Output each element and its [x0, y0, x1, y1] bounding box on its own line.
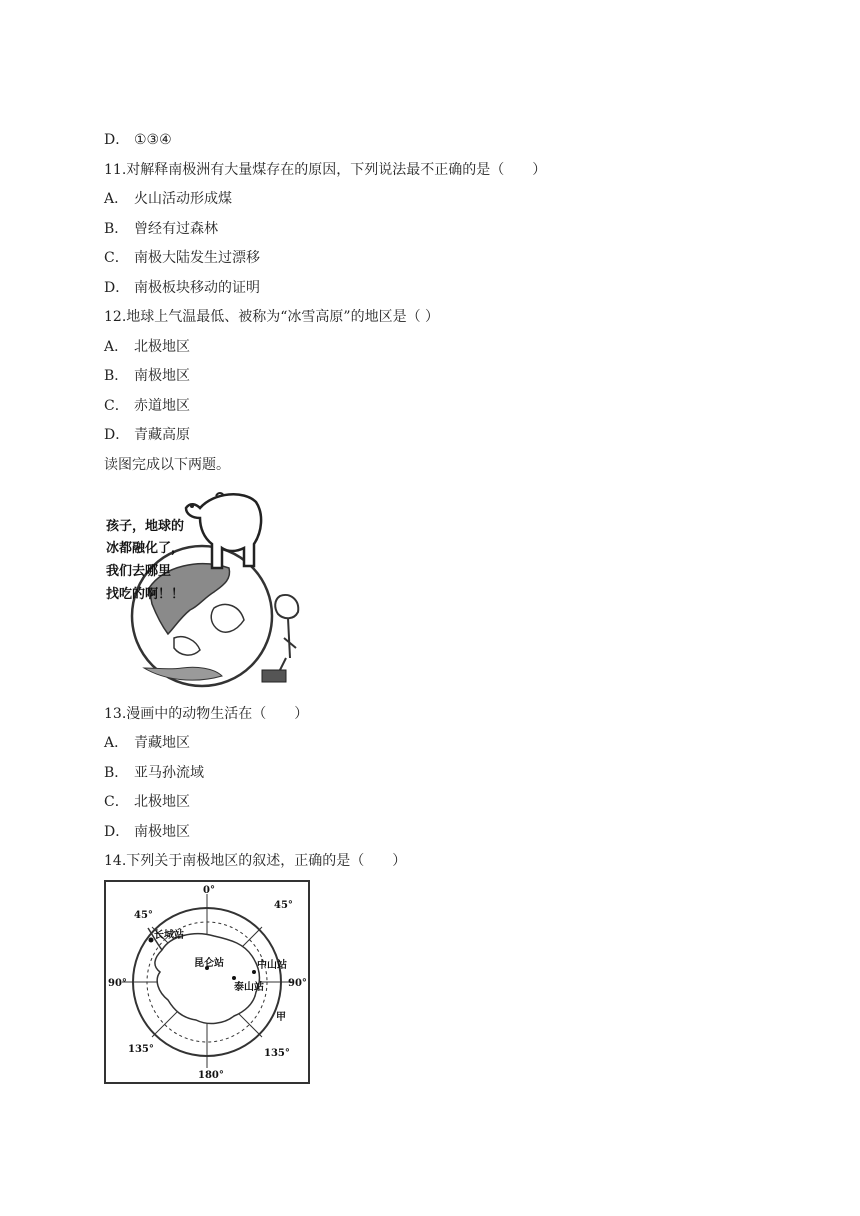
lon-label-135-left: 135°	[128, 1044, 154, 1055]
point-label-jia: 甲	[276, 1012, 286, 1023]
book-stack	[262, 670, 286, 682]
option-letter: B．	[104, 765, 129, 781]
option-letter: A．	[104, 191, 129, 207]
option-letter: D．	[104, 427, 130, 443]
option-letter: A．	[104, 735, 129, 751]
q13-option-a	[104, 734, 190, 752]
option-text: ①③④	[134, 132, 172, 148]
option-letter: A．	[104, 339, 129, 355]
station-dot	[232, 976, 236, 980]
bear-eye	[190, 504, 194, 508]
q12-option-c	[104, 397, 190, 415]
caption-line-3: 我们去哪里	[106, 564, 172, 579]
q13-option-b	[104, 764, 204, 782]
antarctica-map	[104, 880, 310, 1084]
option-letter: D．	[104, 132, 130, 148]
station-dot	[149, 938, 154, 943]
station-label-zhongshan: 中山站	[257, 960, 287, 971]
q11-stem: 11.对解释南极洲有大量煤存在的原因，下列说法最不正确的是（ ）	[104, 162, 547, 178]
lon-label-90-right: 90°	[288, 978, 307, 989]
option-letter: D．	[104, 280, 130, 296]
figure-lines	[280, 618, 296, 670]
q11-option-c	[104, 249, 260, 267]
antarctic-shape	[144, 667, 222, 680]
lon-label-180: 180°	[198, 1070, 224, 1081]
option-letter: C．	[104, 250, 129, 266]
option-text: 曾经有过森林	[134, 221, 218, 237]
lon-label-45-right: 45°	[274, 900, 293, 911]
option-text: 青藏高原	[134, 427, 190, 443]
station-dot	[252, 970, 256, 974]
q12-option-b	[104, 367, 190, 385]
station-label-kunlun: 昆仑站	[194, 958, 224, 969]
tree-crown	[275, 595, 298, 618]
q10-option-d	[104, 131, 172, 149]
lon-label-135-right: 135°	[264, 1048, 290, 1059]
option-text: 南极地区	[134, 824, 190, 840]
q11-option-a	[104, 190, 232, 208]
q14-stem: 14.下列关于南极地区的叙述，正确的是（ ）	[104, 853, 407, 869]
option-letter: D．	[104, 824, 130, 840]
q13-option-d	[104, 823, 190, 841]
caption-line-4: 找吃的啊！！	[106, 587, 185, 602]
polar-bear-cartoon	[104, 488, 312, 692]
intro-text: 读图完成以下两题。	[104, 457, 230, 473]
q13-option-c	[104, 793, 190, 811]
option-letter: B．	[104, 221, 129, 237]
lon-label-45-left: 45°	[134, 910, 153, 921]
option-letter: C．	[104, 398, 129, 414]
q12-stem: 12.地球上气温最低、被称为“冰雪高原”的地区是（ ）	[104, 309, 440, 325]
option-text: 南极板块移动的证明	[134, 280, 260, 296]
lon-label-0: 0°	[203, 885, 215, 896]
option-text: 北极地区	[134, 794, 190, 810]
q12-option-d	[104, 426, 190, 444]
option-letter: C．	[104, 794, 129, 810]
lon-label-90-left: 90°	[108, 978, 127, 989]
q11-option-d	[104, 279, 260, 297]
option-text: 南极大陆发生过漂移	[134, 250, 260, 266]
option-text: 北极地区	[134, 339, 190, 355]
caption-line-1: 孩子，地球的	[106, 519, 185, 534]
option-text: 南极地区	[134, 368, 190, 384]
q12-option-a	[104, 338, 190, 356]
option-text: 亚马孙流域	[134, 765, 204, 781]
option-text: 火山活动形成煤	[134, 191, 232, 207]
station-label-changcheng: 长城站	[154, 930, 184, 941]
option-letter: B．	[104, 368, 129, 384]
q11-option-b	[104, 220, 218, 238]
q13-stem: 13.漫画中的动物生活在（ ）	[104, 706, 309, 722]
option-text: 赤道地区	[134, 398, 190, 414]
option-text: 青藏地区	[134, 735, 190, 751]
station-label-taishan: 泰山站	[234, 982, 264, 993]
caption-line-2: 冰都融化了，	[106, 541, 185, 556]
